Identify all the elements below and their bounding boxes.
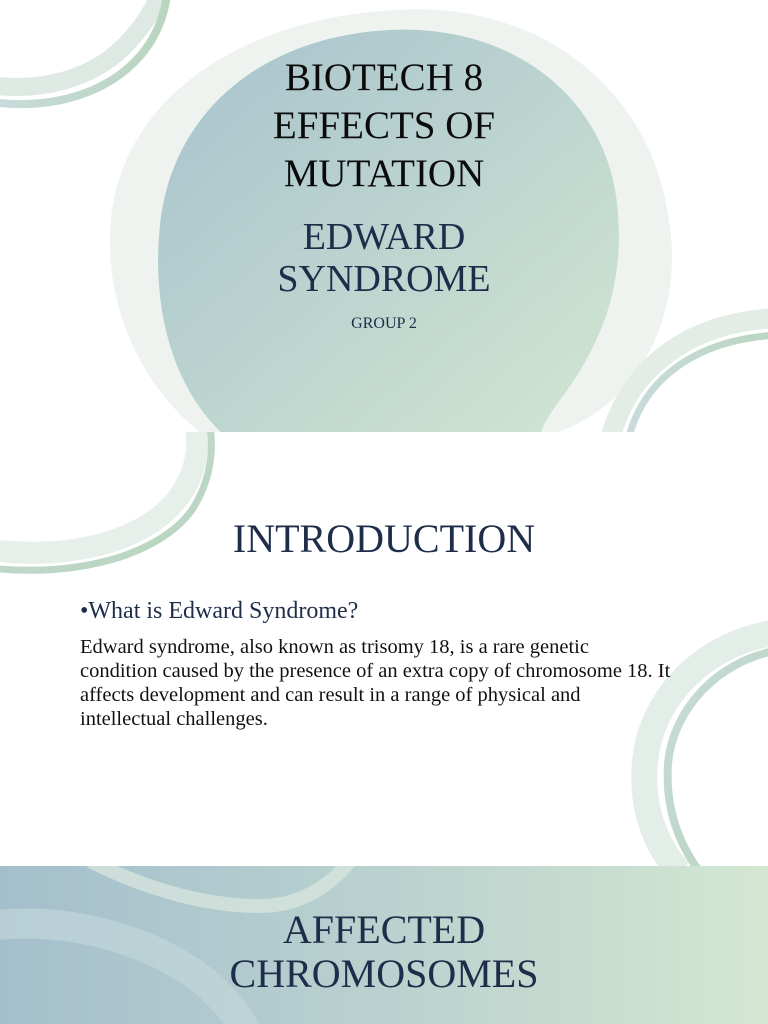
title-line: EFFECTS OF: [272, 104, 496, 147]
group-label: GROUP 2: [351, 315, 417, 332]
presentation-subtitle: [184, 216, 584, 300]
ring-decoration: [0, 0, 160, 87]
bullet-dot-icon: •: [80, 598, 89, 624]
slide-heading: [0, 908, 768, 996]
bullet-question: [80, 596, 680, 626]
affected-chromosomes-slide: [0, 866, 768, 1024]
title-line: BIOTECH 8: [284, 56, 484, 99]
slide-heading: INTRODUCTION: [232, 516, 536, 561]
paragraph-line: condition caused by the presence of an extra copy of chromosome 18. It: [80, 660, 671, 682]
bullet-text: What is Edward Syndrome?: [88, 598, 359, 624]
intro-paragraph: [80, 635, 730, 731]
subtitle-line: EDWARD: [302, 216, 466, 258]
subtitle-line: SYNDROME: [277, 258, 491, 300]
paragraph-line: affects development and can result in a range of physical and: [80, 684, 581, 706]
presentation-title: [184, 54, 584, 198]
paragraph-line: Edward syndrome, also known as trisomy 18, is a rare genetic: [80, 636, 589, 658]
paragraph-line: intellectual challenges.: [80, 708, 268, 730]
title-slide: [0, 0, 768, 432]
heading-line: CHROMOSOMES: [229, 951, 539, 996]
heading-line: AFFECTED: [282, 907, 486, 952]
introduction-slide: [0, 432, 768, 866]
title-line: MUTATION: [283, 152, 485, 195]
